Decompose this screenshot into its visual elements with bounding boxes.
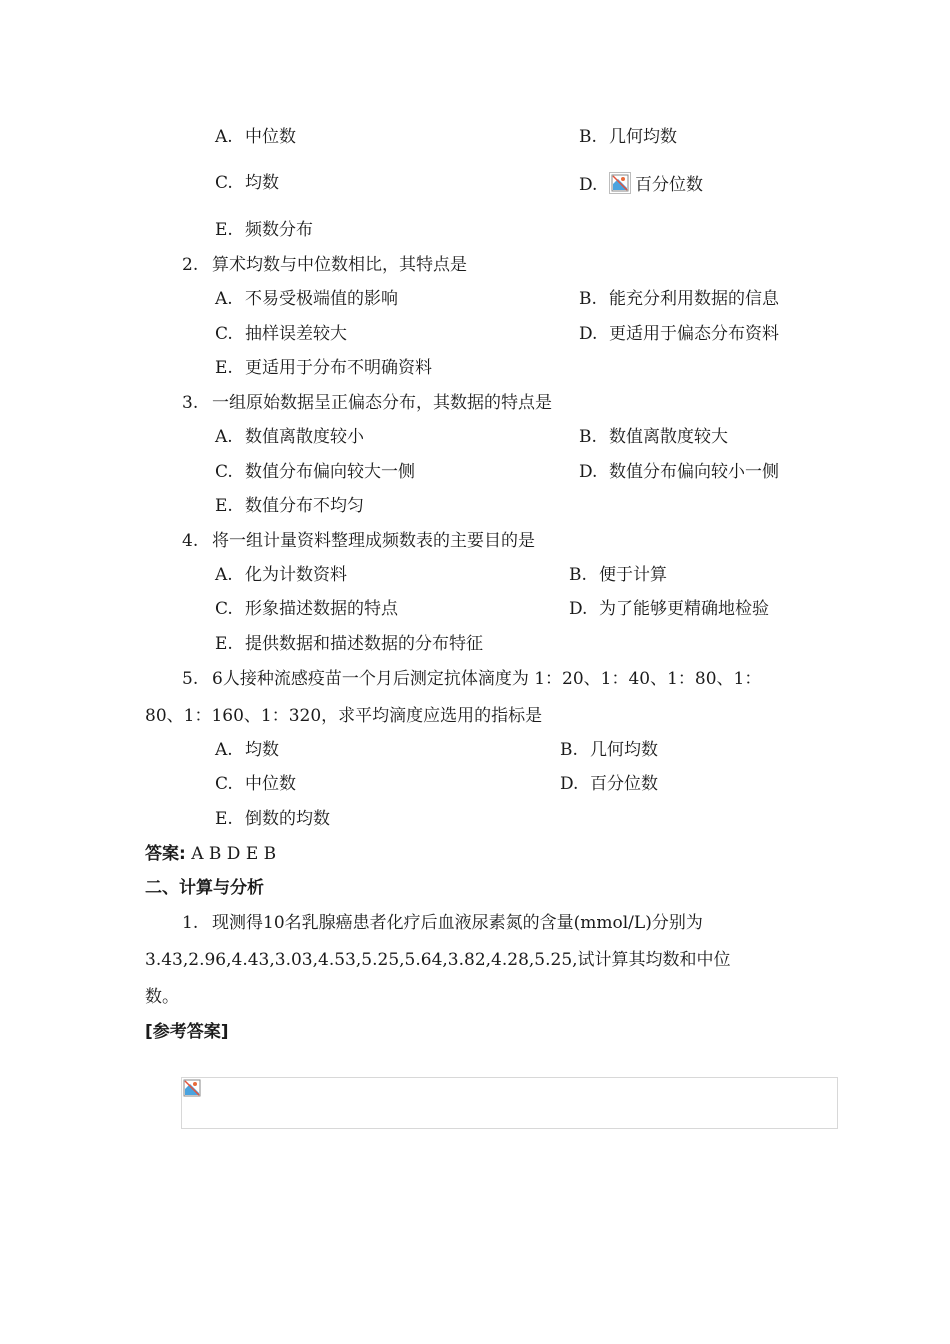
q3-stem: 3. 一组原始数据呈正偏态分布，其数据的特点是 — [182, 393, 552, 413]
q3-option-d: D. 数值分布偏向较小一侧 — [579, 462, 779, 482]
q5-option-d: D. 百分位数 — [560, 774, 658, 794]
broken-image-icon — [609, 172, 631, 194]
q5-option-b: B. 几何均数 — [560, 740, 658, 760]
answer-image-frame — [181, 1077, 838, 1129]
q4-option-c: C. 形象描述数据的特点 — [215, 599, 398, 619]
q1-option-b: B. 几何均数 — [579, 127, 677, 147]
q4-option-d: D. 为了能够更精确地检验 — [569, 599, 769, 619]
q1-option-e: E. 频数分布 — [215, 220, 313, 240]
q4-stem: 4. 将一组计量资料整理成频数表的主要目的是 — [182, 531, 535, 551]
q3-option-b: B. 数值离散度较大 — [579, 427, 728, 447]
s2-q1-line3: 数。 — [145, 987, 179, 1007]
q4-option-b: B. 便于计算 — [569, 565, 667, 585]
answer-line: 答案: A B D E B — [145, 844, 277, 864]
reference-answer-label: [参考答案] — [145, 1022, 229, 1042]
q1-option-c: C. 均数 — [215, 173, 279, 193]
s2-q1-line2: 3.43,2.96,4.43,3.03,4.53,5.25,5.64,3.82,4.28,5.25,试计算其均数和中位 — [145, 950, 731, 970]
q5-option-a: A. 均数 — [215, 740, 279, 760]
q4-option-e: E. 提供数据和描述数据的分布特征 — [215, 634, 483, 654]
q1-option-a: A. 中位数 — [215, 127, 296, 147]
q3-option-c: C. 数值分布偏向较大一侧 — [215, 462, 415, 482]
q2-stem: 2. 算术均数与中位数相比，其特点是 — [182, 255, 467, 275]
q1-option-d: D. 百分位数 — [579, 172, 703, 196]
q3-option-e: E. 数值分布不均匀 — [215, 496, 364, 516]
q5-stem-line2: 80、1：160、1：320，求平均滴度应选用的指标是 — [145, 706, 543, 726]
q5-option-e: E. 倒数的均数 — [215, 809, 330, 829]
q2-option-d: D. 更适用于偏态分布资料 — [579, 324, 779, 344]
q2-option-a: A. 不易受极端值的影响 — [215, 289, 398, 309]
q5-stem-line1: 5. 6人接种流感疫苗一个月后测定抗体滴度为 1：20、1：40、1：80、1： — [182, 669, 762, 689]
broken-image-icon — [182, 1078, 204, 1100]
q3-option-a: A. 数值离散度较小 — [215, 427, 364, 447]
q2-option-b: B. 能充分利用数据的信息 — [579, 289, 779, 309]
s2-q1-line1: 1. 现测得10名乳腺癌患者化疗后血液尿素氮的含量(mmol/L)分别为 — [182, 913, 703, 933]
q2-option-e: E. 更适用于分布不明确资料 — [215, 358, 432, 378]
q4-option-a: A. 化为计数资料 — [215, 565, 347, 585]
q5-option-c: C. 中位数 — [215, 774, 296, 794]
section-heading: 二、计算与分析 — [145, 878, 264, 898]
q2-option-c: C. 抽样误差较大 — [215, 324, 347, 344]
